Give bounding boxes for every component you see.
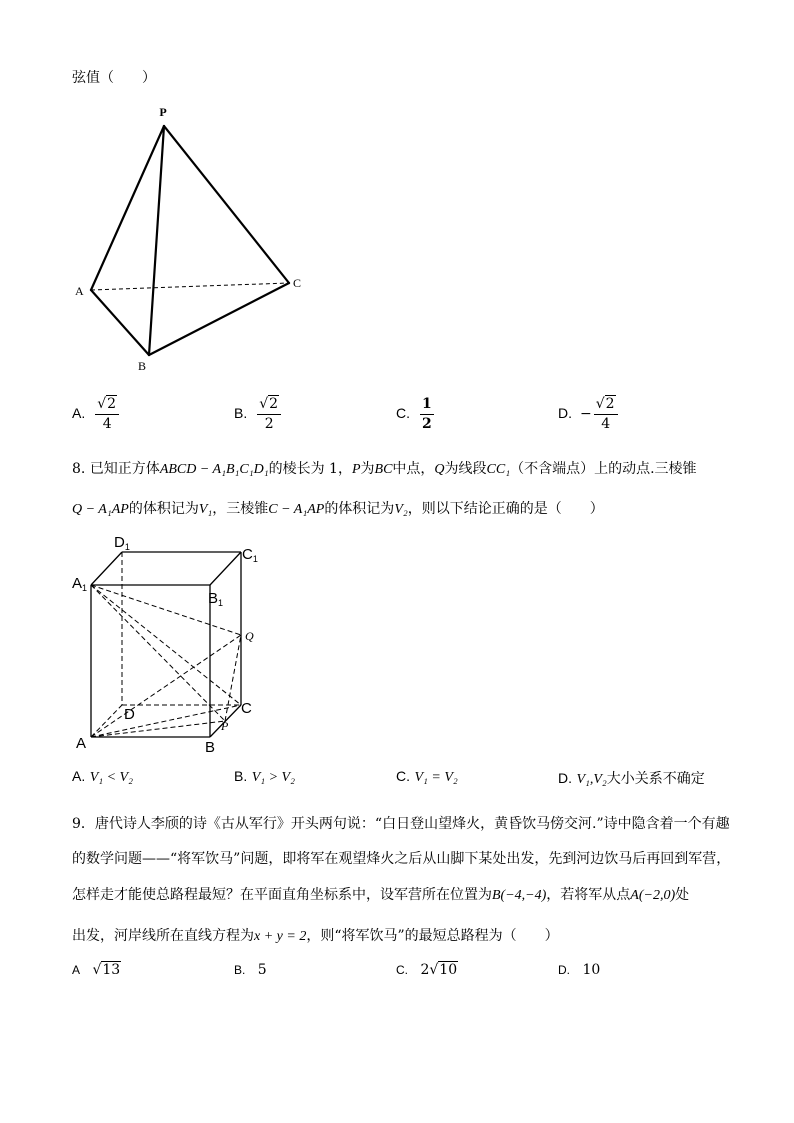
math-P: P: [351, 462, 361, 477]
cube-figure: [64, 530, 274, 758]
vertex-label-B: B: [205, 739, 216, 756]
segment-A1Q: [91, 585, 241, 635]
vertex-label-C1: $C_1$: [242, 546, 258, 564]
q7-option-b[interactable]: B. $\frac{√2}{2}$: [234, 395, 281, 433]
option-letter: D.: [558, 963, 570, 977]
text: ，则以下结论正确的是（ ）: [407, 501, 604, 517]
coefficient: 2: [420, 962, 430, 978]
option-letter: D.: [558, 405, 572, 421]
option-letter: C.: [396, 963, 408, 977]
option-letter: C.: [396, 768, 410, 784]
vertex-label-A1: $A_1$: [72, 575, 88, 593]
option-expression: V₁ < V₂: [89, 770, 133, 785]
question-9-line-3: [72, 884, 689, 904]
segment-A1P: [91, 585, 225, 721]
vertex-label-P: P: [159, 105, 167, 119]
text: 的体积记为: [324, 501, 395, 517]
vertex-label-C: C: [293, 276, 302, 290]
q8-option-a[interactable]: [72, 768, 133, 786]
vertex-label-B: B: [138, 359, 147, 373]
edge-BC: [149, 283, 289, 355]
text: 处: [675, 887, 690, 903]
radicand: 13: [102, 962, 121, 978]
vertex-label-C: C: [241, 700, 252, 717]
option-letter: B.: [234, 405, 248, 421]
math-line-equation: x + y = 2: [254, 929, 307, 944]
option-letter: B.: [234, 768, 248, 784]
option-letter: A.: [72, 768, 86, 784]
q7-option-a[interactable]: A. $\frac{√2}{4}$: [72, 395, 119, 433]
text: 中点，: [392, 461, 435, 477]
text: 的体积记为: [128, 501, 199, 517]
edge-A1D1: [91, 552, 122, 585]
option-suffix: 大小关系不确定: [606, 771, 705, 787]
question-9-line-4: [72, 925, 559, 945]
text: ，三棱锥: [212, 501, 269, 517]
vertex-label-A: A: [76, 735, 87, 752]
edge-PA: [91, 126, 164, 290]
q9-option-c[interactable]: C. 2√10: [396, 962, 458, 978]
text: 怎样走才能使总路程最短？在平面直角坐标系中，设军营所在位置为: [72, 887, 492, 903]
option-value: 10: [582, 962, 601, 978]
math-point-B: B(−4,−4): [492, 888, 547, 903]
text: 已知正方体: [89, 461, 160, 477]
q8-option-b[interactable]: [234, 768, 295, 786]
denominator: 2: [264, 416, 274, 432]
text: ，若将军从点: [546, 887, 631, 903]
vertex-label-B1: $B_1$: [208, 590, 224, 608]
edge-AC-hidden: [91, 283, 289, 290]
option-letter: B.: [234, 963, 246, 977]
math-pyramid-2: C − A₁AP: [268, 502, 325, 517]
edge-PB: [149, 126, 164, 355]
math-Q: Q: [434, 462, 445, 477]
radicand: 10: [439, 962, 458, 978]
vertex-label-A: A: [75, 284, 84, 298]
option-expression: V₁,V₂: [576, 772, 607, 787]
q8-option-c[interactable]: [396, 768, 458, 786]
point-label-Q: Q: [245, 629, 254, 643]
math-V2: V₂: [394, 502, 408, 517]
text: ，则“将军饮马”的最短总路程为（ ）: [306, 928, 559, 944]
question-8-line-1: [72, 458, 697, 478]
denominator: 4: [102, 416, 112, 432]
text: 出发，河岸线所在直线方程为: [72, 928, 254, 944]
option-letter: A: [72, 963, 81, 977]
text: 为: [360, 461, 375, 477]
question-7-tail: 弦值（ ）: [72, 70, 156, 86]
option-expression: V₁ > V₂: [251, 770, 295, 785]
option-value: 5: [257, 962, 267, 978]
option-letter: C.: [396, 405, 410, 421]
vertex-label-D: D: [124, 706, 135, 723]
math-V1: V₁: [198, 502, 213, 517]
q9-option-b[interactable]: [234, 962, 267, 978]
math-BC: BC: [374, 462, 393, 477]
option-letter: A.: [72, 405, 86, 421]
question-9-line-2: 的数学问题——“将军饮马”问题，即将军在观望烽火之后从山脚下某处出发，先到河边饮马后再回到军营，: [72, 851, 731, 867]
question-8-line-2: [72, 498, 604, 518]
edge-B1C1: [210, 552, 241, 585]
q7-option-c[interactable]: [396, 395, 434, 433]
math-pyramid-1: Q − A₁AP: [72, 502, 129, 517]
denominator: 4: [601, 416, 611, 432]
question-9-line-1: 9．唐代诗人李颀的诗《古从军行》开头两句说：“白日登山望烽火，黄昏饮马傍交河.”诗中隐含着一个有趣: [72, 816, 730, 832]
option-letter: D.: [558, 770, 572, 786]
text: 为线段: [444, 461, 487, 477]
question-number: 8.: [72, 461, 86, 477]
q9-option-a[interactable]: A √13: [72, 962, 121, 978]
numerator: 1: [420, 395, 434, 415]
math-point-A: A(−2,0): [630, 888, 676, 903]
point-label-P: P: [221, 719, 229, 733]
q8-option-d[interactable]: [558, 768, 705, 788]
vertex-label-D1: $D_1$: [114, 534, 130, 552]
radicand: 2: [605, 396, 615, 412]
math-cube-name: ABCD − A₁B₁C₁D₁: [159, 462, 269, 477]
edge-AD-hidden: [91, 705, 122, 737]
tetrahedron-figure: [60, 98, 320, 383]
denominator: 2: [422, 416, 432, 432]
segment-AC: [91, 705, 241, 737]
option-expression: V₁ = V₂: [414, 770, 458, 785]
minus-sign: −: [580, 406, 592, 422]
q9-option-d[interactable]: [558, 962, 600, 978]
edge-PC: [164, 126, 289, 283]
q7-option-d[interactable]: D. − $\frac{√2}{4}$: [558, 395, 618, 433]
math-CC1: CC₁: [486, 462, 511, 477]
text: （不含端点）上的动点.三棱锥: [510, 461, 697, 477]
radicand: 2: [107, 396, 117, 412]
text: 的棱长为 1，: [268, 461, 352, 477]
edge-AB: [91, 290, 149, 355]
radicand: 2: [269, 396, 279, 412]
